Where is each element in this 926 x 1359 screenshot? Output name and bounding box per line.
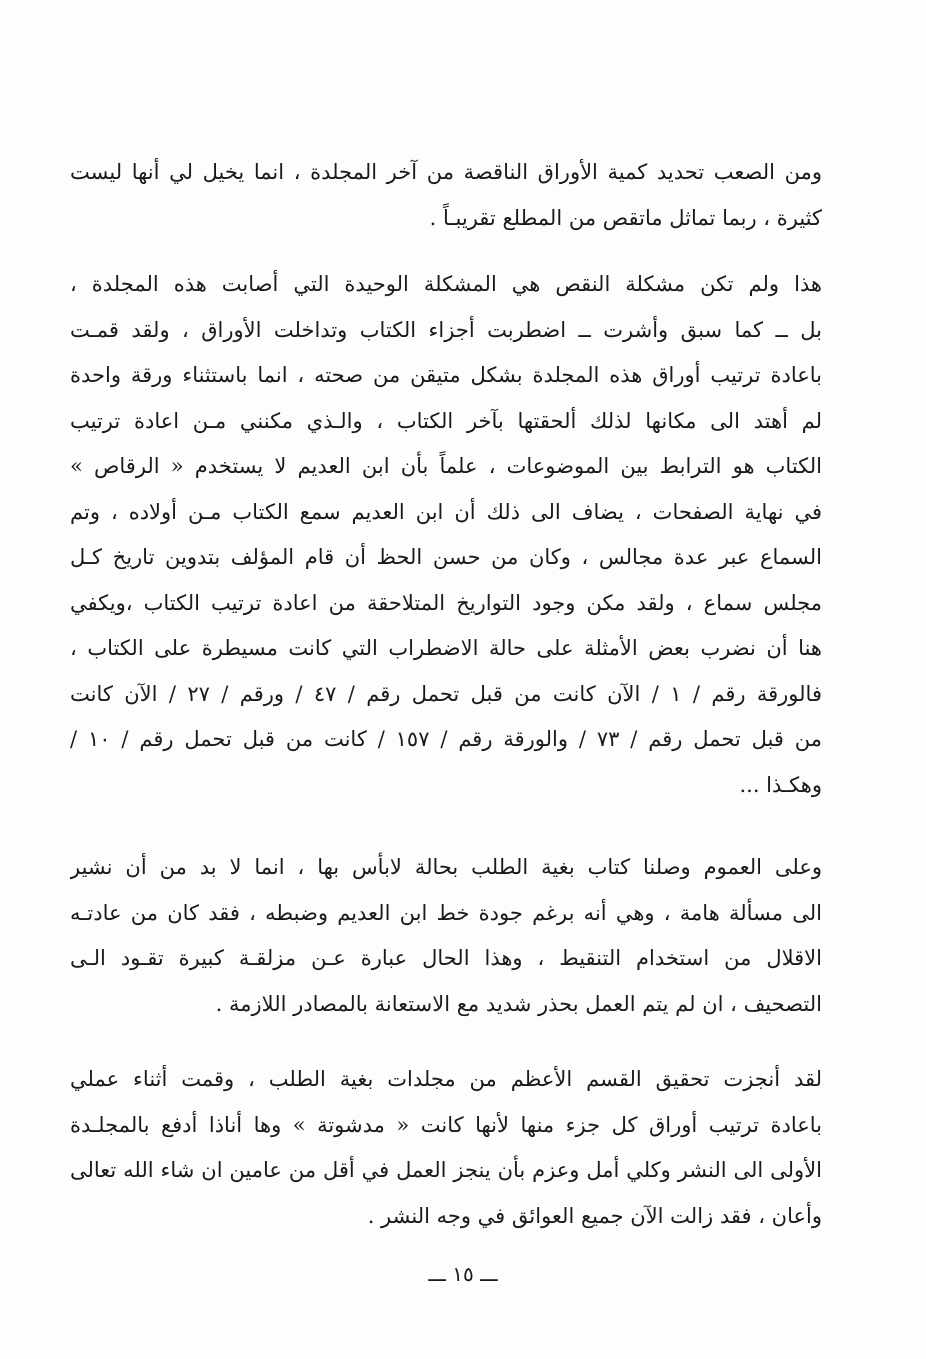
paragraph-line: بل ــ كما سبق وأشرت ــ اضطربت أجزاء الكتاب وتداخلت الأوراق ، ولقد قمـت: [70, 317, 822, 342]
paragraph-3: [70, 845, 822, 1027]
paragraph-line: في نهاية الصفحات ، يضاف الى ذلك أن ابن العديم سمع الكتاب مـن أولاده ، وتم: [70, 499, 822, 524]
paragraph-line: وأعان ، فقد زالت الآن جميع العوائق في وجه النشر .: [367, 1203, 822, 1228]
paragraph-line: لم أهتد الى مكانها لذلك ألحقتها بآخر الكتاب ، والـذي مكنني مـن اعادة ترتيب: [70, 408, 822, 433]
paragraph-line: وعلى العموم وصلنا كتاب بغية الطلب بحالة لابأس بها ، انما لا بد من أن نشير: [70, 855, 822, 879]
paragraph-line: الاقلال من استخدام التنقيط ، وهذا الحال عبارة عـن مزلقـة كبيرة تقـود الـى: [70, 946, 822, 970]
paragraph-line: من قبل تحمل رقم / ٧٣ / والورقة رقم / ١٥٧ / كانت من قبل تحمل رقم / ١٠ /: [70, 727, 822, 751]
paragraph-line: التصحيف ، ان لم يتم العمل بحذر شديد مع الاستعانة بالمصادر اللازمة .: [215, 991, 822, 1016]
paragraph-line: وهكـذا ...: [739, 772, 822, 797]
paragraph-line: الأولى الى النشر وكلي أمل وعزم بأن ينجز العمل في أقل من عامين ان شاء الله تعالى: [70, 1158, 822, 1182]
paragraph-line: لقد أنجزت تحقيق القسم الأعظم من مجلدات بغية الطلب ، وقمت أثناء عملي: [70, 1067, 822, 1091]
paragraph-1: [70, 150, 822, 241]
paragraph-line: الى مسألة هامة ، وهي أنه برغم جودة خط ابن العديم وضبطه ، فقد كان من عادتـه: [70, 900, 822, 925]
paragraph-line: هذا ولم تكن مشكلة النقص هي المشكلة الوحيدة التي أصابت هذه المجلدة ،: [70, 272, 822, 296]
paragraph-line: كثيرة ، ربما تماثل ماتقص من المطلع تقريبـاً .: [429, 205, 822, 230]
paragraph-line: مجلس سماع ، ولقد مكن وجود التواريخ المتلاحقة من اعادة ترتيب الكتاب ،ويكفي: [70, 590, 822, 615]
paragraph-4: [70, 1057, 822, 1239]
paragraph-line: فالورقة رقم / ١ / الآن كانت من قبل تحمل رقم / ٤٧ / ورقم / ٢٧ / الآن كانت: [70, 681, 822, 706]
paragraph-line: الكتاب هو الترابط بين الموضوعات ، علماً بأن ابن العديم لا يستخدم « الرقاص »: [70, 454, 822, 478]
paragraph-line: السماع عبر عدة مجالس ، وكان من حسن الحظ أن قام المؤلف بتدوين تاريخ كـل: [70, 545, 822, 569]
paragraph-line: ومن الصعب تحديد كمية الأوراق الناقصة من آخر المجلدة ، انما يخيل لي أنها ليست: [70, 160, 822, 184]
page-number: ـــ ١٥ ـــ: [428, 1262, 498, 1286]
paragraph-2: [70, 262, 822, 808]
paragraph-line: باعادة ترتيب أوراق كل جزء منها لأنها كانت « مدشوتة » وها أناذا أدفع بالمجلـدة: [70, 1112, 822, 1137]
paragraph-line: هنا أن نضرب بعض الأمثلة على حالة الاضطراب التي كانت مسيطرة على الكتاب ،: [70, 636, 822, 660]
paragraph-line: باعادة ترتيب أوراق هذه المجلدة بشكل متيقن من صحته ، انما باستثناء ورقة واحدة: [70, 363, 822, 387]
